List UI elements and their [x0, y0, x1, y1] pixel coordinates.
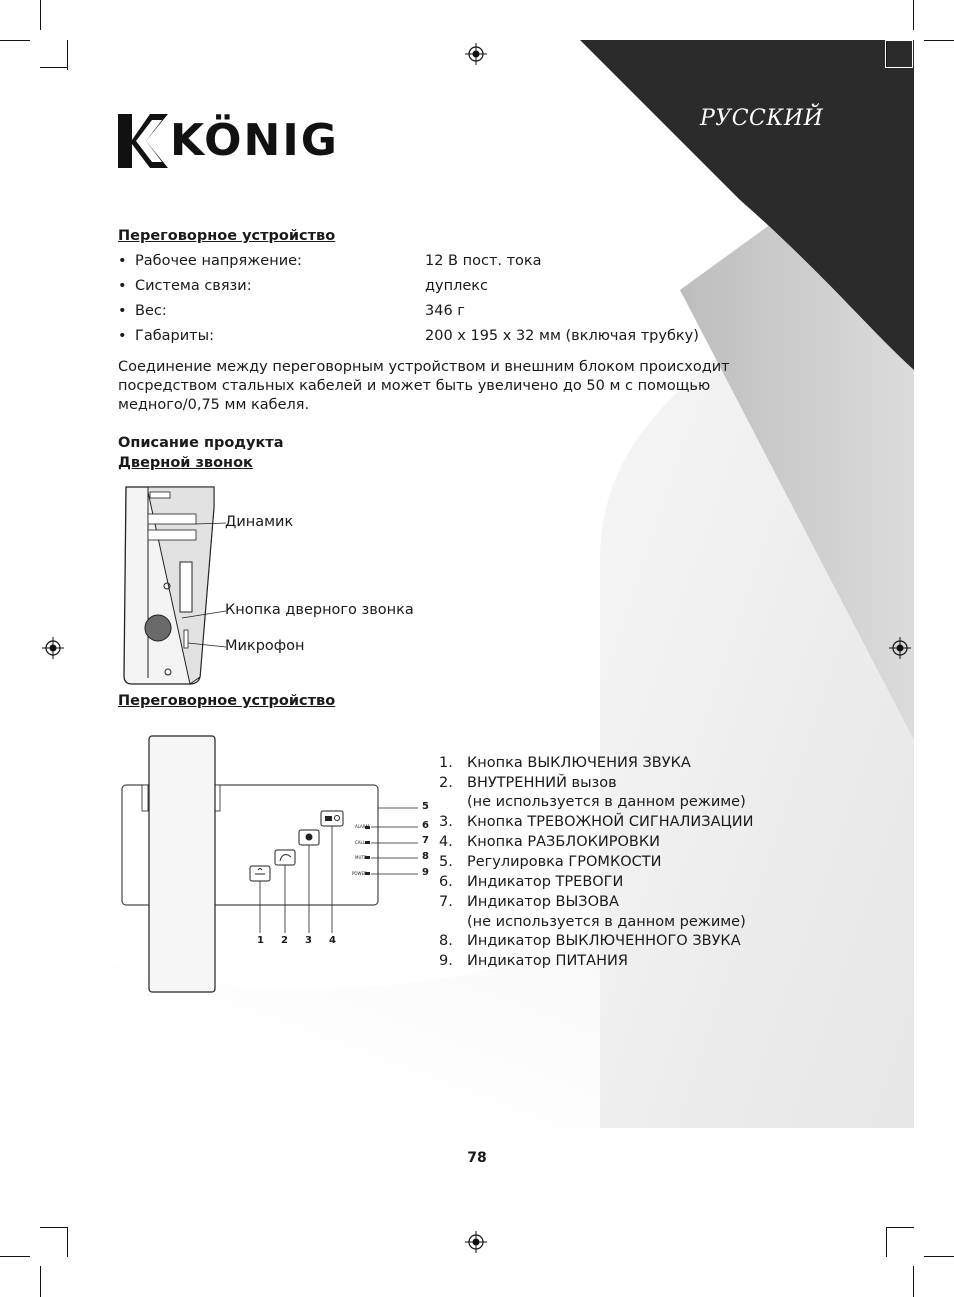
led-label: CALL — [355, 840, 365, 845]
spec-value: 12 В пост. тока — [425, 253, 542, 269]
led-label: ALARM — [355, 824, 370, 829]
crop-mark — [67, 40, 68, 70]
callout-number: 4 — [329, 935, 336, 946]
list-item: Кнопка ВЫКЛЮЧЕНИЯ ЗВУКА — [467, 755, 691, 771]
spec-value: 346 г — [425, 303, 465, 319]
subheading-intercom: Переговорное устройство — [118, 693, 336, 709]
subheading-doorbell: Дверной звонок — [118, 455, 253, 471]
crop-mark — [67, 1227, 68, 1257]
callout-number: 6 — [422, 820, 429, 831]
list-item: Индикатор ВЫКЛЮЧЕННОГО ЗВУКА — [467, 933, 741, 949]
list-number: 8. — [439, 933, 453, 949]
intercom-illustration — [118, 733, 438, 998]
callout-number: 7 — [422, 835, 429, 846]
list-item: Регулировка ГРОМКОСТИ — [467, 854, 662, 870]
led-label: POWER — [352, 871, 367, 876]
section-heading-intercom: Переговорное устройство — [118, 228, 336, 244]
crop-mark — [913, 1266, 914, 1297]
list-item: (не используется в данном режиме) — [467, 794, 746, 810]
crop-mark — [924, 40, 954, 41]
spec-label: Система связи: — [135, 278, 252, 294]
bullet: • — [118, 303, 127, 319]
list-item: Индикатор ТРЕВОГИ — [467, 874, 624, 890]
callout-number: 3 — [305, 935, 312, 946]
bullet: • — [118, 253, 127, 269]
bullet: • — [118, 278, 127, 294]
crop-mark — [40, 67, 68, 68]
doorbell-illustration — [118, 482, 228, 687]
list-number: 4. — [439, 834, 453, 850]
list-number: 6. — [439, 874, 453, 890]
callout-number: 8 — [422, 851, 429, 862]
spec-value: 200 x 195 x 32 мм (включая трубку) — [425, 328, 699, 344]
logo-text: KÖNIG — [170, 115, 339, 166]
corner-box — [885, 40, 913, 68]
callout-number: 2 — [281, 935, 288, 946]
crop-mark — [40, 1266, 41, 1297]
list-number: 3. — [439, 814, 453, 830]
registration-mark-icon — [42, 637, 64, 659]
language-label: РУССКИЙ — [700, 106, 824, 131]
spec-label: Рабочее напряжение: — [135, 253, 302, 269]
registration-mark-icon — [465, 43, 487, 65]
list-number: 1. — [439, 755, 453, 771]
list-number: 9. — [439, 953, 453, 969]
list-item: Кнопка РАЗБЛОКИРОВКИ — [467, 834, 660, 850]
label-speaker: Динамик — [225, 514, 294, 530]
led-label: MUTE — [355, 855, 367, 860]
label-doorbell-button: Кнопка дверного звонка — [225, 602, 414, 618]
list-item: (не используется в данном режиме) — [467, 914, 746, 930]
callout-number: 5 — [422, 801, 429, 812]
paragraph-line: Соединение между переговорным устройством и внешним блоком происходит — [118, 359, 730, 375]
spec-label: Вес: — [135, 303, 167, 319]
crop-mark — [0, 40, 30, 41]
spec-label: Габариты: — [135, 328, 214, 344]
call-button-icon — [275, 850, 295, 865]
list-number: 2. — [439, 775, 453, 791]
callout-number: 1 — [257, 935, 264, 946]
callout-number: 9 — [422, 867, 429, 878]
list-item: Индикатор ПИТАНИЯ — [467, 953, 628, 969]
registration-mark-icon — [889, 637, 911, 659]
paragraph-line: посредством стальных кабелей и может быть увеличено до 50 м с помощью — [118, 378, 711, 394]
registration-mark-icon — [465, 1231, 487, 1253]
list-item: Кнопка ТРЕВОЖНОЙ СИГНАЛИЗАЦИИ — [467, 814, 754, 830]
label-microphone: Микрофон — [225, 638, 305, 654]
page-number: 78 — [467, 1150, 487, 1166]
list-item: ВНУТРЕННИЙ вызов — [467, 775, 617, 791]
crop-mark — [913, 0, 914, 30]
konig-logo — [118, 112, 340, 170]
list-item: Индикатор ВЫЗОВА — [467, 894, 619, 910]
bullet: • — [118, 328, 127, 344]
list-number: 7. — [439, 894, 453, 910]
crop-mark — [886, 1227, 887, 1257]
crop-mark — [886, 1227, 914, 1228]
crop-mark — [40, 0, 41, 30]
crop-mark — [40, 1227, 68, 1228]
section-heading-product: Описание продукта — [118, 435, 284, 451]
paragraph-line: медного/0,75 мм кабеля. — [118, 397, 310, 413]
crop-mark — [0, 1256, 30, 1257]
list-number: 5. — [439, 854, 453, 870]
crop-mark — [924, 1256, 954, 1257]
spec-value: дуплекс — [425, 278, 489, 294]
